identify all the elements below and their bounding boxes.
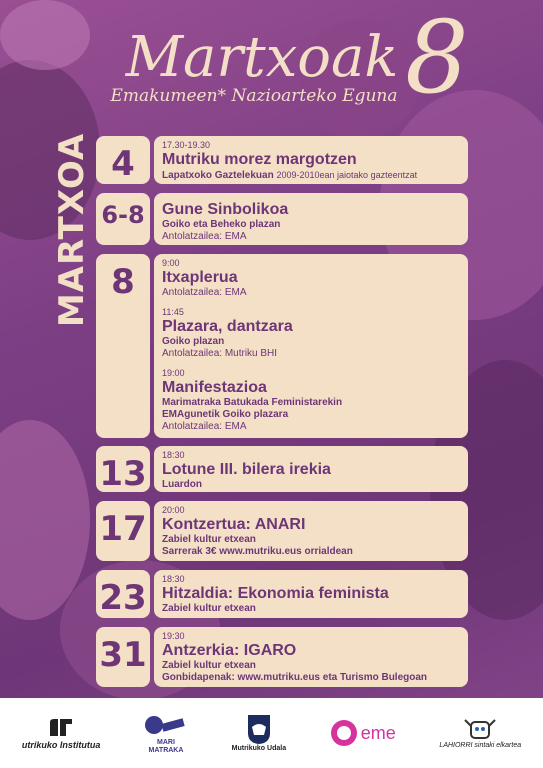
event-title: Gune Sinbolikoa bbox=[162, 201, 289, 218]
udala-text: Mutrikuko Udala bbox=[231, 745, 287, 752]
mari-matraka-logo bbox=[144, 711, 188, 755]
event-organizer: Antolatzailea: EMA bbox=[162, 231, 247, 242]
event-day: 13 bbox=[96, 446, 150, 492]
eme-circle-icon bbox=[330, 719, 358, 747]
event-row bbox=[96, 627, 468, 687]
event-time: 19:00 bbox=[162, 368, 185, 378]
udala-logo bbox=[232, 713, 286, 753]
event-title: Plazara, dantzara bbox=[162, 318, 293, 335]
month-label: MARTXOA bbox=[52, 132, 92, 328]
event-organizer: Antolatzailea: EMA bbox=[162, 287, 247, 298]
lahiorri-text: LAHIORRI sintaki elkartea bbox=[439, 742, 522, 749]
event-title: Lotune III. bilera irekia bbox=[162, 461, 331, 478]
event-place: Luardon bbox=[162, 479, 202, 490]
event-organizer: Antolatzailea: Mutriku BHI bbox=[162, 348, 278, 359]
lahiorri-logo bbox=[439, 716, 521, 750]
event-day: 6-8 bbox=[96, 193, 150, 245]
bg-face bbox=[0, 0, 90, 70]
event-row bbox=[96, 446, 468, 492]
poster-title: Martxoak bbox=[125, 25, 399, 90]
institutua-icon bbox=[46, 716, 76, 740]
event-day: 4 bbox=[96, 136, 150, 184]
poster-subtitle: Emakumeen* Nazioarteko Eguna bbox=[110, 86, 398, 106]
mari-text: MARI bbox=[157, 739, 175, 746]
event-organizer: Antolatzailea: EMA bbox=[162, 421, 247, 432]
event-day: 17 bbox=[96, 501, 150, 561]
event-time: 19:30 bbox=[162, 631, 185, 641]
poster-title-number: 8 bbox=[405, 0, 469, 116]
event-card bbox=[154, 627, 468, 687]
event-time: 9:00 bbox=[162, 258, 180, 268]
mascot-icon bbox=[463, 716, 497, 742]
event-place: EMAgunetik Goiko plazara bbox=[162, 409, 289, 420]
event-row bbox=[96, 254, 468, 438]
event-title: Kontzertua: ANARI bbox=[162, 516, 306, 533]
event-day: 23 bbox=[96, 570, 150, 618]
event-time: 20:00 bbox=[162, 505, 185, 515]
event-place: Goiko eta Beheko plazan bbox=[162, 219, 281, 230]
event-extra: Gonbidapenak: www.mutriku.eus eta Turismo Bulegoan bbox=[162, 672, 428, 683]
event-title: Hitzaldia: Ekonomia feminista bbox=[162, 585, 389, 602]
event-place: Goiko plazan bbox=[162, 336, 225, 347]
event-day: 8 bbox=[96, 254, 150, 438]
event-time: 11:45 bbox=[162, 307, 184, 317]
event-extra: Sarrerak 3€ www.mutriku.eus orrialdean bbox=[162, 546, 353, 557]
institutua-text: utrikuko Institutua bbox=[21, 740, 101, 750]
event-place: Zabiel kultur etxean bbox=[162, 534, 256, 545]
event-title: Antzerkia: IGARO bbox=[162, 642, 297, 659]
event-row bbox=[96, 136, 468, 184]
coat-of-arms-icon bbox=[246, 713, 272, 745]
event-card bbox=[154, 254, 468, 438]
sponsor-footer bbox=[0, 698, 543, 768]
event-title: Manifestazioa bbox=[162, 379, 267, 396]
event-detail: Marimatraka Batukada Feministarekin bbox=[162, 397, 343, 408]
event-time: 17.30-19.30 bbox=[162, 140, 211, 150]
event-row bbox=[96, 193, 468, 245]
event-place-note: 2009-2010ean jaiotako gazteentzat bbox=[276, 170, 418, 180]
event-place: Zabiel kultur etxean bbox=[162, 660, 256, 671]
event-row bbox=[96, 501, 468, 561]
event-card bbox=[154, 446, 468, 492]
event-title: Mutriku morez margotzen bbox=[162, 151, 357, 168]
institutua-logo bbox=[22, 716, 101, 750]
eme-text: eme bbox=[360, 722, 396, 743]
eme-logo bbox=[330, 719, 396, 747]
event-card bbox=[154, 136, 468, 184]
matraka-text: MATRAKA bbox=[148, 747, 184, 754]
event-time: 18:30 bbox=[162, 450, 185, 460]
event-card bbox=[154, 501, 468, 561]
event-title: Itxaplerua bbox=[162, 269, 238, 286]
drum-icon bbox=[144, 711, 188, 739]
event-place: Lapatxoko Gaztelekuan 2009-2010ean jaiotako gazteentzat bbox=[162, 170, 418, 181]
event-day: 31 bbox=[96, 627, 150, 687]
event-place: Zabiel kultur etxean bbox=[162, 603, 256, 614]
event-row bbox=[96, 570, 468, 618]
event-card bbox=[154, 570, 468, 618]
event-time: 18:30 bbox=[162, 574, 185, 584]
event-card bbox=[154, 193, 468, 245]
